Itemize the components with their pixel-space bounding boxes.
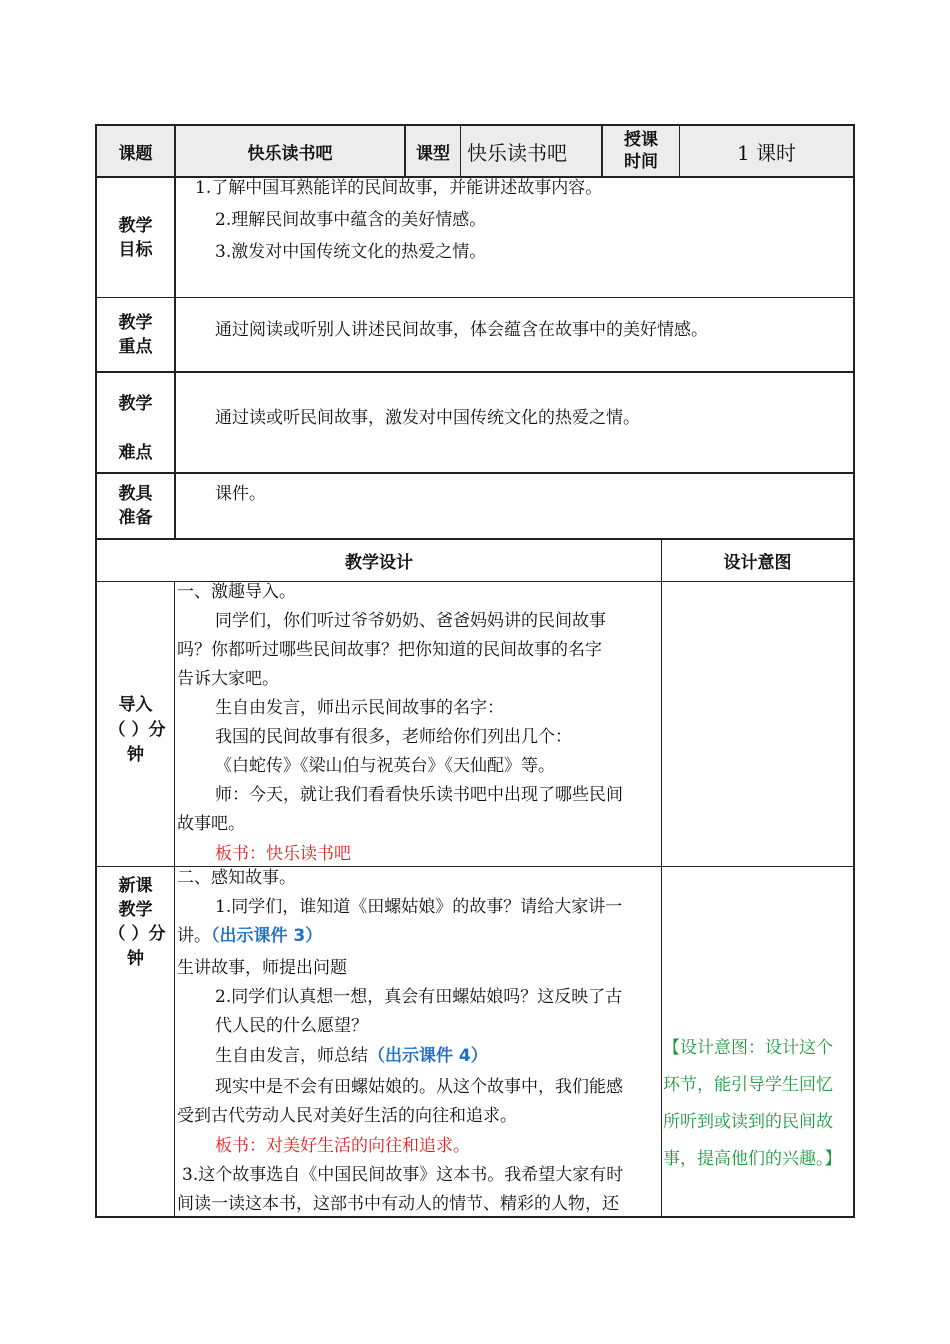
newlesson-line: 间读一读这本书，这部书中有动人的情节、精彩的人物，还 xyxy=(177,1194,619,1214)
intro-line: 生自由发言，师出示民间故事的名字： xyxy=(215,698,504,718)
table-border-bottom xyxy=(95,1216,855,1218)
hours-value: 1 课时 xyxy=(736,140,797,165)
intro-line: 告诉大家吧。 xyxy=(177,669,279,689)
intro-line: 一、激趣导入。 xyxy=(177,582,296,602)
focus-label: 教学 重点 xyxy=(118,312,153,357)
design-intent-line: 【设计意图：设计这个 xyxy=(663,1038,833,1058)
intent-header: 设计意图 xyxy=(723,553,792,573)
hours-label-line2: 时间 xyxy=(624,152,658,172)
newlesson-line: 二、感知故事。 xyxy=(177,868,296,888)
type-label: 课型 xyxy=(416,143,450,164)
courseware-tag: （出示课件 3） xyxy=(211,926,323,946)
design-intent-line: 事，提高他们的兴趣。】 xyxy=(663,1149,842,1169)
type-value-cell xyxy=(461,126,601,176)
objective-item: 3.激发对中国传统文化的热爱之情。 xyxy=(215,242,487,262)
intro-line: 同学们，你们听过爷爷奶奶、爸爸妈妈讲的民间故事 xyxy=(215,611,606,631)
design-intent-line: 所听到或读到的民间故 xyxy=(663,1112,833,1132)
newlesson-line: 代人民的什么愿望？ xyxy=(215,1016,368,1036)
objectives-label: 教学 目标 xyxy=(118,215,153,260)
hours-label-line1: 授课 xyxy=(624,130,658,150)
newlesson-line: 现实中是不会有田螺姑娘的。从这个故事中，我们能感 xyxy=(215,1077,623,1097)
newlesson-board-note: 板书：对美好生活的向往和追求。 xyxy=(215,1136,470,1156)
type-value: 快乐读书吧 xyxy=(467,140,567,165)
topic-value: 快乐读书吧 xyxy=(247,143,333,164)
objective-item: 1.了解中国耳熟能详的民间故事，并能讲述故事内容。 xyxy=(195,178,603,198)
newlesson-line: 2.同学们认真想一想，真会有田螺姑娘吗？这反映了古 xyxy=(215,987,623,1007)
materials-label: 教具 准备 xyxy=(118,484,153,528)
intro-line: 故事吧。 xyxy=(177,814,245,834)
column-divider xyxy=(661,540,662,1218)
row-divider xyxy=(95,371,855,373)
intro-line: 师：今天，就让我们看看快乐读书吧中出现了哪些民间 xyxy=(215,785,623,805)
difficulty-label: 教学 难点 xyxy=(118,394,153,463)
focus-text: 通过阅读或听别人讲述民间故事，体会蕴含在故事中的美好情感。 xyxy=(215,320,708,340)
topic-label-cell xyxy=(97,126,174,176)
materials-text: 课件。 xyxy=(215,484,266,504)
row-divider xyxy=(95,297,855,298)
newlesson-label: 新课 教学 （ ）分 钟 xyxy=(108,876,166,969)
intro-line: 吗？你都听过哪些民间故事？把你知道的民间故事的名字 xyxy=(177,640,602,660)
row-divider xyxy=(95,472,855,474)
topic-value-cell xyxy=(176,126,404,176)
intro-line: 《白蛇传》《梁山伯与祝英台》《天仙配》等。 xyxy=(215,756,555,776)
hours-value-cell xyxy=(680,126,853,176)
hours-label-cell xyxy=(603,126,679,176)
newlesson-line: 受到古代劳动人民对美好生活的向往和追求。 xyxy=(177,1106,517,1126)
newlesson-line: 3.这个故事选自《中国民间故事》这本书。我希望大家有时 xyxy=(182,1165,624,1185)
newlesson-line: 生自由发言，师总结（出示课件 4） xyxy=(215,1046,488,1066)
intro-line: 我国的民间故事有很多，老师给你们列出几个： xyxy=(215,727,572,747)
newlesson-line: 生讲故事，师提出问题 xyxy=(177,958,347,978)
design-intent-line: 环节，能引导学生回忆 xyxy=(663,1075,833,1095)
objective-item: 2.理解民间故事中蕴含的美好情感。 xyxy=(215,210,487,230)
topic-label: 课题 xyxy=(118,143,153,164)
difficulty-text: 通过读或听民间故事，激发对中国传统文化的热爱之情。 xyxy=(215,408,640,428)
row-divider xyxy=(95,866,855,867)
type-label-cell xyxy=(406,126,460,176)
table-border-right xyxy=(853,124,855,1218)
newlesson-line: 讲。（出示课件 3） xyxy=(177,926,323,946)
newlesson-line: 1.同学们，谁知道《田螺姑娘》的故事？请给大家讲一 xyxy=(215,897,623,917)
design-header: 教学设计 xyxy=(345,553,413,573)
column-divider xyxy=(174,582,175,1218)
intro-board-note: 板书：快乐读书吧 xyxy=(215,844,351,864)
intro-label: 导入 （ ）分 钟 xyxy=(108,695,166,765)
column-divider xyxy=(174,124,176,540)
courseware-tag: （出示课件 4） xyxy=(368,1046,488,1066)
